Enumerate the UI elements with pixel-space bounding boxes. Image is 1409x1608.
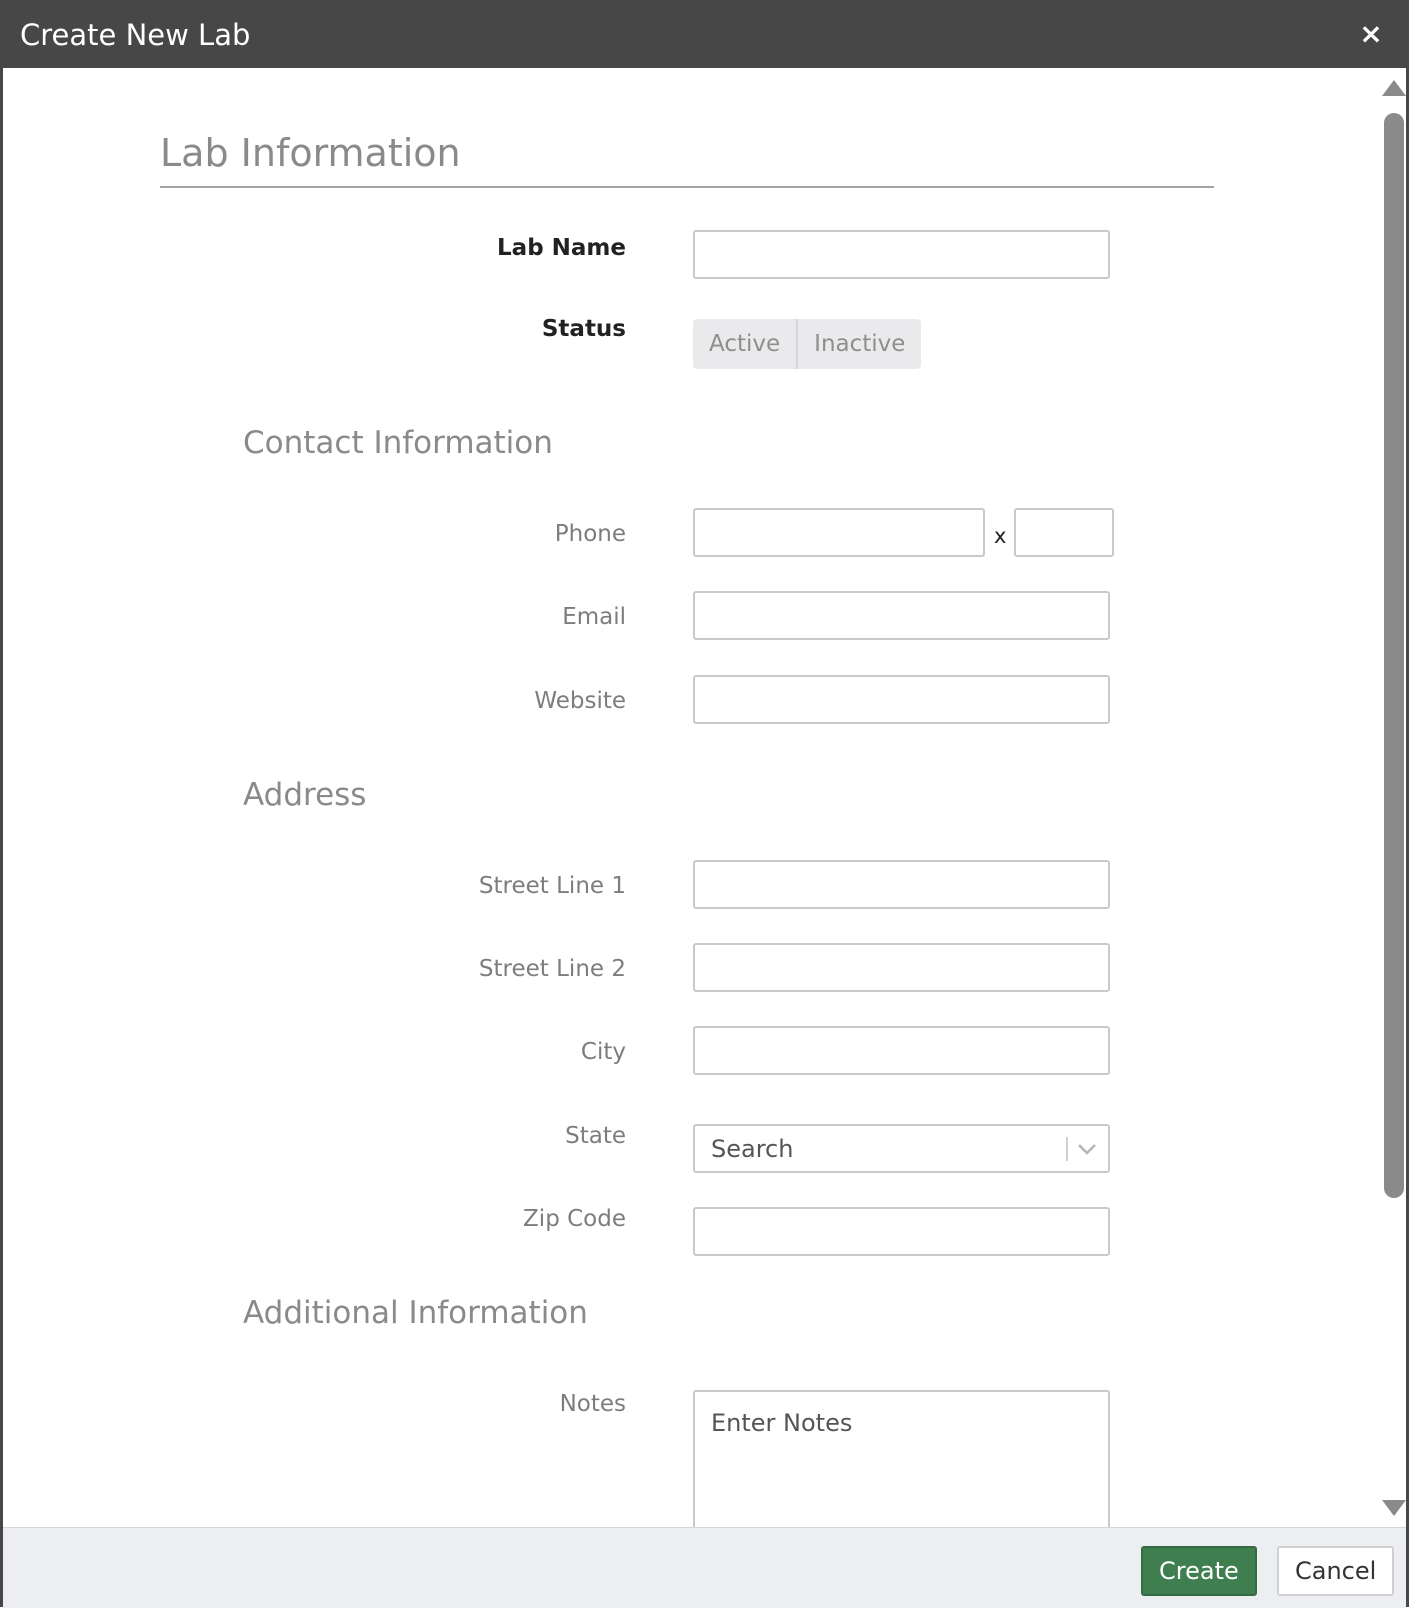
dialog-footer <box>3 1527 1406 1608</box>
phone-input[interactable] <box>693 508 985 557</box>
scroll-up-arrow-icon[interactable] <box>1382 80 1406 96</box>
address-heading: Address <box>243 777 367 813</box>
status-active-button[interactable]: Active <box>709 331 781 357</box>
street-line-1-input[interactable] <box>693 860 1110 909</box>
status-inactive-button[interactable]: Inactive <box>796 319 921 369</box>
lab-name-input[interactable] <box>693 230 1110 279</box>
street-line-1-label: Street Line 1 <box>478 873 626 899</box>
state-select-placeholder: Search <box>711 1135 794 1163</box>
email-input[interactable] <box>693 591 1110 640</box>
website-label: Website <box>534 688 626 714</box>
state-select[interactable] <box>693 1124 1110 1173</box>
dialog-body[interactable] <box>3 68 1406 1527</box>
email-label: Email <box>562 604 626 630</box>
additional-information-heading: Additional Information <box>243 1295 588 1331</box>
status-label: Status <box>541 316 626 342</box>
close-icon[interactable]: × <box>1359 17 1383 50</box>
chevron-down-icon[interactable] <box>1076 1138 1098 1160</box>
notes-textarea[interactable] <box>693 1390 1110 1527</box>
notes-label: Notes <box>559 1391 626 1417</box>
state-label: State <box>565 1123 626 1149</box>
contact-information-heading: Contact Information <box>243 425 553 461</box>
cancel-button[interactable]: Cancel <box>1277 1546 1394 1596</box>
dialog-titlebar <box>0 0 1409 68</box>
city-label: City <box>580 1039 626 1065</box>
extension-separator: x <box>994 524 1007 548</box>
website-input[interactable] <box>693 675 1110 724</box>
status-toggle <box>693 319 921 369</box>
state-select-separator <box>1066 1137 1068 1161</box>
zip-code-input[interactable] <box>693 1207 1110 1256</box>
phone-extension-input[interactable] <box>1014 508 1114 557</box>
phone-label: Phone <box>554 521 626 547</box>
lab-information-heading: Lab Information <box>160 130 1214 188</box>
create-button[interactable]: Create <box>1141 1546 1257 1596</box>
lab-name-label: Lab Name <box>497 235 626 261</box>
street-line-2-input[interactable] <box>693 943 1110 992</box>
scroll-down-arrow-icon[interactable] <box>1382 1500 1406 1516</box>
scrollbar-thumb[interactable] <box>1384 113 1404 1198</box>
dialog-title: Create New Lab <box>20 18 251 52</box>
city-input[interactable] <box>693 1026 1110 1075</box>
street-line-2-label: Street Line 2 <box>478 956 626 982</box>
zip-code-label: Zip Code <box>523 1206 626 1232</box>
